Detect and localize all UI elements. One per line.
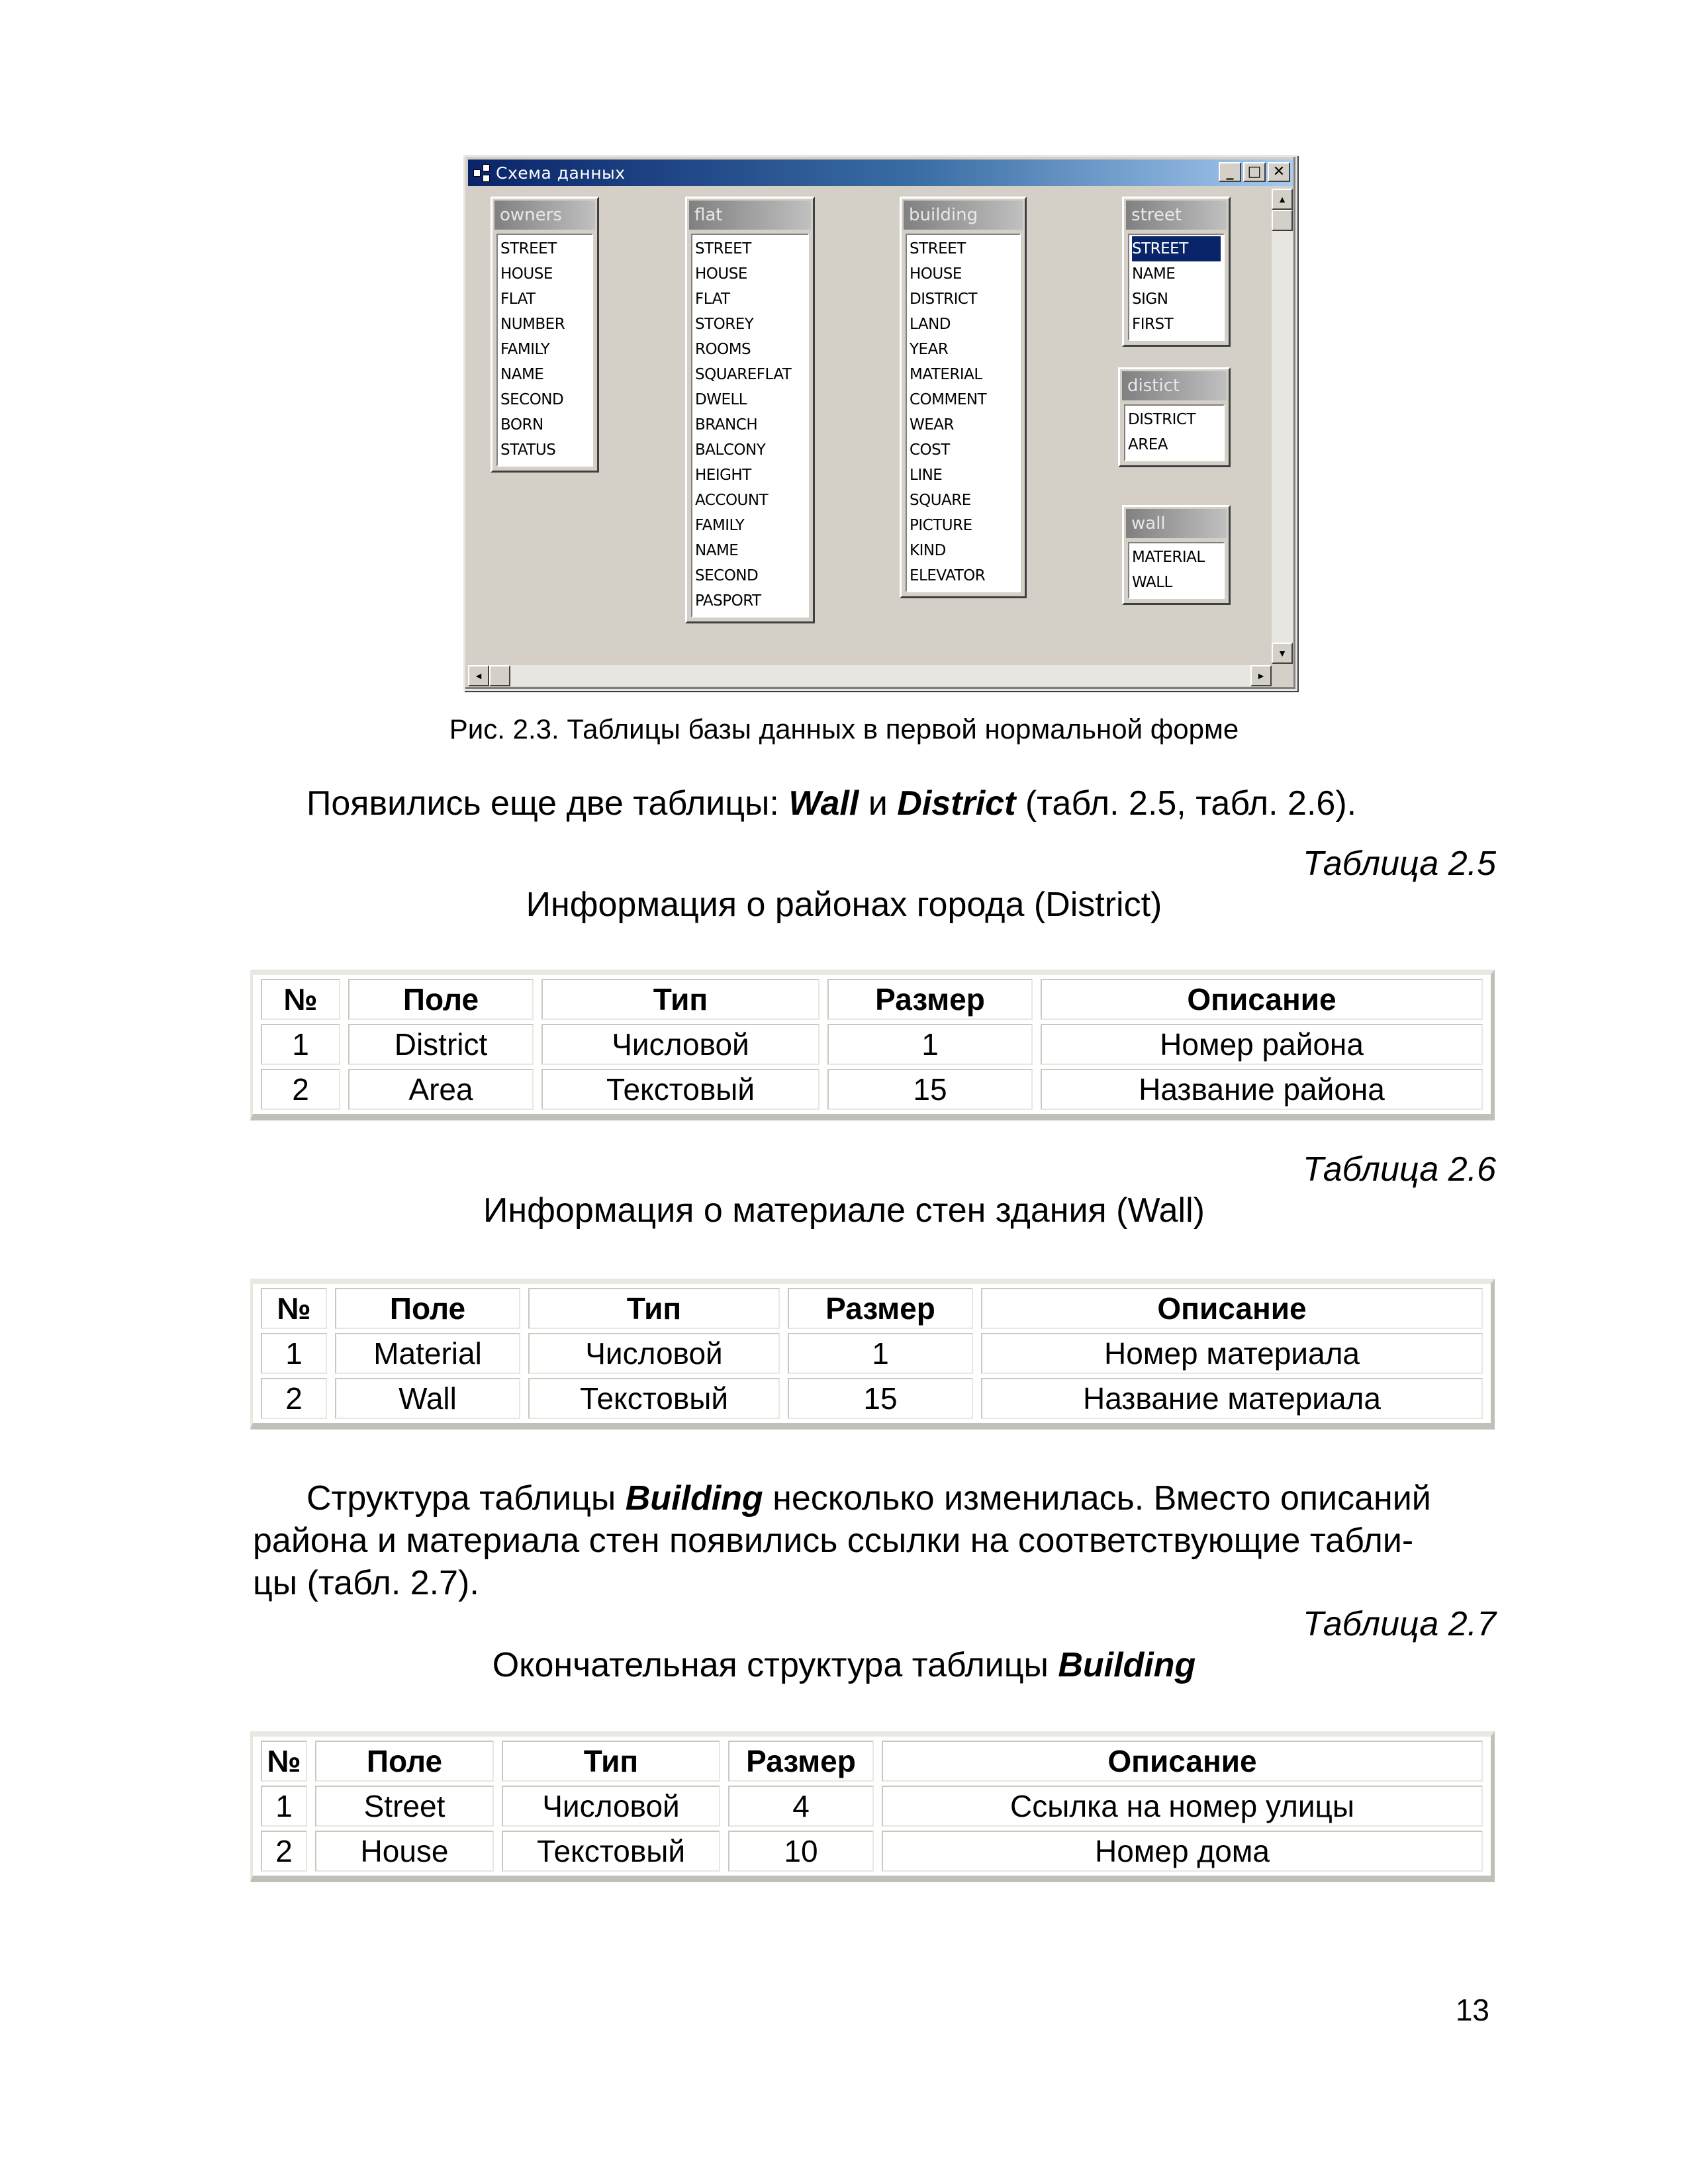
field-item[interactable]: LINE — [910, 467, 943, 484]
table-cell: 10 — [728, 1831, 874, 1872]
table-box-title[interactable]: flat — [689, 201, 811, 230]
table-cell: Название района — [1041, 1069, 1483, 1110]
field-item[interactable]: COST — [910, 441, 950, 459]
field-item[interactable]: FLAT — [500, 291, 536, 308]
header-cell: № — [261, 1288, 327, 1329]
vertical-scrollbar[interactable] — [1272, 189, 1293, 664]
paragraph-text: Появились еще две таблицы: — [306, 784, 789, 823]
paragraph-text: несколько изменилась. Вместо описаний — [763, 1479, 1431, 1518]
header-cell: Размер — [827, 979, 1033, 1020]
table-cell: 2 — [261, 1069, 340, 1110]
bold-term-building: Building — [1058, 1646, 1196, 1684]
table-header-row — [261, 1288, 1483, 1329]
table-2-5 — [250, 970, 1495, 1120]
field-item[interactable]: BALCONY — [695, 441, 766, 459]
field-item[interactable]: AREA — [1128, 436, 1168, 453]
horizontal-scroll-thumb[interactable] — [489, 665, 510, 686]
horizontal-scrollbar[interactable] — [468, 665, 1272, 686]
field-item[interactable]: STREET — [910, 240, 966, 257]
field-item[interactable]: DISTRICT — [1128, 411, 1196, 428]
resize-grip-icon[interactable] — [1272, 665, 1293, 686]
page-number: 13 — [1455, 1993, 1489, 2027]
field-item[interactable]: WEAR — [910, 416, 954, 433]
table-box-title[interactable]: owners — [494, 201, 595, 230]
table-cell: Area — [348, 1069, 534, 1110]
window-title: Схема данных — [496, 163, 626, 183]
table-title-2-6: Информация о материале стен здания (Wall) — [483, 1191, 1205, 1230]
field-item[interactable]: SQUARE — [910, 492, 971, 509]
field-item[interactable]: HOUSE — [910, 265, 962, 283]
table-title-2-5: Информация о районах города (District) — [526, 886, 1162, 924]
table-box-flat[interactable] — [685, 197, 815, 623]
paragraph-text: Структура таблицы — [306, 1479, 626, 1518]
field-item[interactable]: HOUSE — [695, 265, 747, 283]
table-box-wall[interactable] — [1122, 505, 1231, 605]
table-row — [261, 1378, 1483, 1419]
bold-term-building: Building — [625, 1479, 763, 1518]
table-cell: Текстовый — [502, 1831, 720, 1872]
table-number-2-5: Таблица 2.5 — [1303, 844, 1496, 883]
field-list — [496, 234, 593, 467]
table-cell: Текстовый — [528, 1378, 780, 1419]
header-cell: Описание — [981, 1288, 1483, 1329]
field-item[interactable]: FLAT — [695, 291, 730, 308]
table-cell: 2 — [261, 1378, 327, 1419]
paragraph-text: и — [859, 784, 898, 823]
field-list — [691, 234, 809, 617]
table-cell: House — [315, 1831, 494, 1872]
table-cell: 1 — [261, 1786, 307, 1827]
paragraph-intro — [306, 782, 1356, 825]
table-number-2-7: Таблица 2.7 — [1303, 1605, 1496, 1643]
vertical-scroll-thumb[interactable] — [1272, 210, 1293, 231]
field-item[interactable]: SECOND — [500, 391, 564, 408]
field-item[interactable]: MATERIAL — [1132, 549, 1205, 566]
table-row — [261, 1069, 1483, 1110]
field-item[interactable]: ELEVATOR — [910, 567, 986, 584]
field-item[interactable]: STOREY — [695, 316, 754, 333]
field-item[interactable]: ACCOUNT — [695, 492, 769, 509]
table-cell: 15 — [788, 1378, 973, 1419]
header-cell: Тип — [541, 979, 820, 1020]
field-item[interactable]: HOUSE — [500, 265, 553, 283]
header-cell: Тип — [528, 1288, 780, 1329]
table-cell: Номер района — [1041, 1024, 1483, 1065]
bold-term-wall: Wall — [788, 784, 859, 823]
table-title-2-7 — [0, 1645, 1688, 1685]
table-header-row — [261, 979, 1483, 1020]
table-box-distict[interactable] — [1118, 367, 1231, 467]
table-header-row — [261, 1741, 1483, 1782]
table-cell: Ссылка на номер улицы — [882, 1786, 1483, 1827]
table-cell: 1 — [261, 1333, 327, 1374]
table-number-2-6: Таблица 2.6 — [1303, 1150, 1496, 1189]
table-box-street[interactable] — [1122, 197, 1231, 347]
field-item[interactable]: SECOND — [695, 567, 759, 584]
field-item[interactable]: FAMILY — [500, 341, 550, 358]
table-cell: Числовой — [528, 1333, 780, 1374]
table-cell: Wall — [335, 1378, 520, 1419]
scroll-up-arrow-icon[interactable]: ▲ — [1272, 189, 1293, 210]
table-box-building[interactable] — [900, 197, 1027, 598]
scroll-right-arrow-icon[interactable]: ► — [1250, 665, 1272, 686]
header-cell: Размер — [728, 1741, 874, 1782]
field-item[interactable]: FAMILY — [695, 517, 745, 534]
window-titlebar[interactable] — [468, 159, 1293, 186]
header-cell: Поле — [348, 979, 534, 1020]
paragraph-structure-line1 — [306, 1477, 1431, 1520]
table-cell: Название материала — [981, 1378, 1483, 1419]
header-cell: № — [261, 1741, 307, 1782]
field-item[interactable]: MATERIAL — [910, 366, 982, 383]
table-cell: Текстовый — [541, 1069, 820, 1110]
field-item[interactable]: NAME — [695, 542, 739, 559]
field-item[interactable]: SIGN — [1132, 291, 1168, 308]
table-cell: District — [348, 1024, 534, 1065]
field-item[interactable]: BORN — [500, 416, 543, 433]
table-row — [261, 1333, 1483, 1374]
table-cell: 1 — [827, 1024, 1033, 1065]
field-item[interactable]: BRANCH — [695, 416, 758, 433]
field-item[interactable]: FIRST — [1132, 316, 1174, 333]
field-item-selected[interactable]: STREET — [1132, 236, 1221, 261]
close-button[interactable]: ✕ — [1268, 162, 1290, 182]
relationships-window — [463, 155, 1297, 691]
field-item[interactable]: DWELL — [695, 391, 747, 408]
field-item[interactable]: KIND — [910, 542, 946, 559]
header-cell: Тип — [502, 1741, 720, 1782]
header-cell: Поле — [335, 1288, 520, 1329]
field-item[interactable]: STREET — [500, 240, 557, 257]
field-item[interactable]: SQUAREFLAT — [695, 366, 792, 383]
table-cell: 4 — [728, 1786, 874, 1827]
table-box-title[interactable]: street — [1126, 201, 1227, 230]
field-item[interactable]: NAME — [1132, 265, 1176, 283]
field-item[interactable]: ROOMS — [695, 341, 751, 358]
field-item[interactable]: HEIGHT — [695, 467, 751, 484]
table-box-title[interactable]: building — [904, 201, 1023, 230]
table-cell: 1 — [788, 1333, 973, 1374]
figure-caption: Рис. 2.3. Таблицы базы данных в первой нормальной форме — [449, 713, 1239, 745]
table-cell: 1 — [261, 1024, 340, 1065]
table-box-owners[interactable] — [491, 197, 599, 473]
field-item[interactable]: PICTURE — [910, 517, 972, 534]
field-item[interactable]: WALL — [1132, 574, 1172, 591]
table-box-title[interactable]: wall — [1126, 509, 1227, 538]
table-cell: 15 — [827, 1069, 1033, 1110]
table-2-7 — [250, 1731, 1495, 1882]
field-list — [1128, 542, 1225, 599]
field-list — [906, 234, 1021, 592]
window-app-icon[interactable] — [472, 163, 492, 183]
maximize-button[interactable]: □ — [1243, 162, 1266, 182]
field-list — [1128, 234, 1225, 341]
field-item[interactable]: STREET — [695, 240, 751, 257]
table-box-title[interactable]: distict — [1122, 371, 1227, 400]
field-item[interactable]: LAND — [910, 316, 951, 333]
table-cell: Номер материала — [981, 1333, 1483, 1374]
field-item[interactable]: YEAR — [910, 341, 949, 358]
paragraph-structure-line2: района и материала стен появились ссылки на соответствующие табли- — [253, 1522, 1414, 1560]
header-cell: Описание — [1041, 979, 1483, 1020]
minimize-button[interactable]: _ — [1219, 162, 1241, 182]
field-item[interactable]: NAME — [500, 366, 544, 383]
table-cell: Номер дома — [882, 1831, 1483, 1872]
field-item[interactable]: COMMENT — [910, 391, 987, 408]
table-2-6 — [250, 1279, 1495, 1430]
field-item[interactable]: NUMBER — [500, 316, 565, 333]
bold-term-district: District — [897, 784, 1016, 823]
table-cell: Material — [335, 1333, 520, 1374]
header-cell: Размер — [788, 1288, 973, 1329]
field-item[interactable]: DISTRICT — [910, 291, 978, 308]
paragraph-text: (табл. 2.5, табл. 2.6). — [1015, 784, 1357, 823]
header-cell: Поле — [315, 1741, 494, 1782]
table-title-text: Окончательная структура таблицы — [492, 1646, 1058, 1684]
table-row — [261, 1024, 1483, 1065]
field-item[interactable]: PASPORT — [695, 592, 761, 610]
table-cell: 2 — [261, 1831, 307, 1872]
header-cell: Описание — [882, 1741, 1483, 1782]
paragraph-structure-line3: цы (табл. 2.7). — [253, 1564, 479, 1602]
table-cell: Числовой — [541, 1024, 820, 1065]
field-list — [1124, 404, 1225, 461]
table-cell: Street — [315, 1786, 494, 1827]
scroll-left-arrow-icon[interactable]: ◄ — [468, 665, 489, 686]
field-item[interactable]: STATUS — [500, 441, 556, 459]
scroll-down-arrow-icon[interactable]: ▼ — [1272, 643, 1293, 664]
table-row — [261, 1786, 1483, 1827]
table-row — [261, 1831, 1483, 1872]
table-cell: Числовой — [502, 1786, 720, 1827]
header-cell: № — [261, 979, 340, 1020]
